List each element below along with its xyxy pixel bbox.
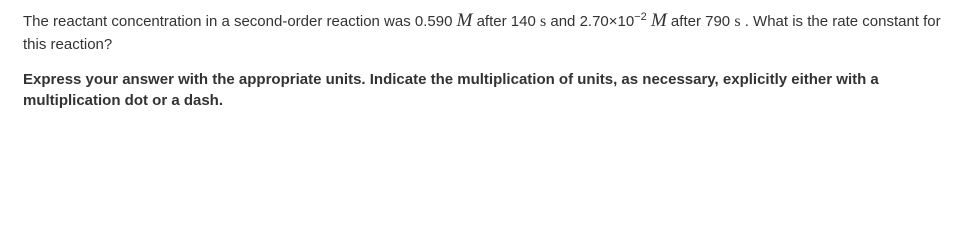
problem-statement: [23, 10, 958, 111]
molarity-symbol: M: [650, 10, 667, 31]
question-text-part: The reactant concentration in a second-order reaction was 0.590: [23, 13, 457, 30]
question-text-part: . What is the rate constant for this reaction?: [23, 13, 941, 53]
exponent: −2: [634, 11, 647, 23]
seconds-unit: s: [734, 13, 741, 30]
seconds-unit: s: [539, 13, 547, 30]
molarity-symbol: M: [456, 10, 473, 31]
question-text-part: after 140: [472, 13, 540, 30]
answer-instructions: Express your answer with the appropriate units. Indicate the multiplication of units, as necessary, explicitly either with a multiplication dot or a dash.: [23, 71, 879, 109]
question-text-part: after 790: [666, 13, 735, 30]
question-text-part: and 2.70×10: [546, 13, 635, 30]
question-text: [23, 10, 958, 55]
